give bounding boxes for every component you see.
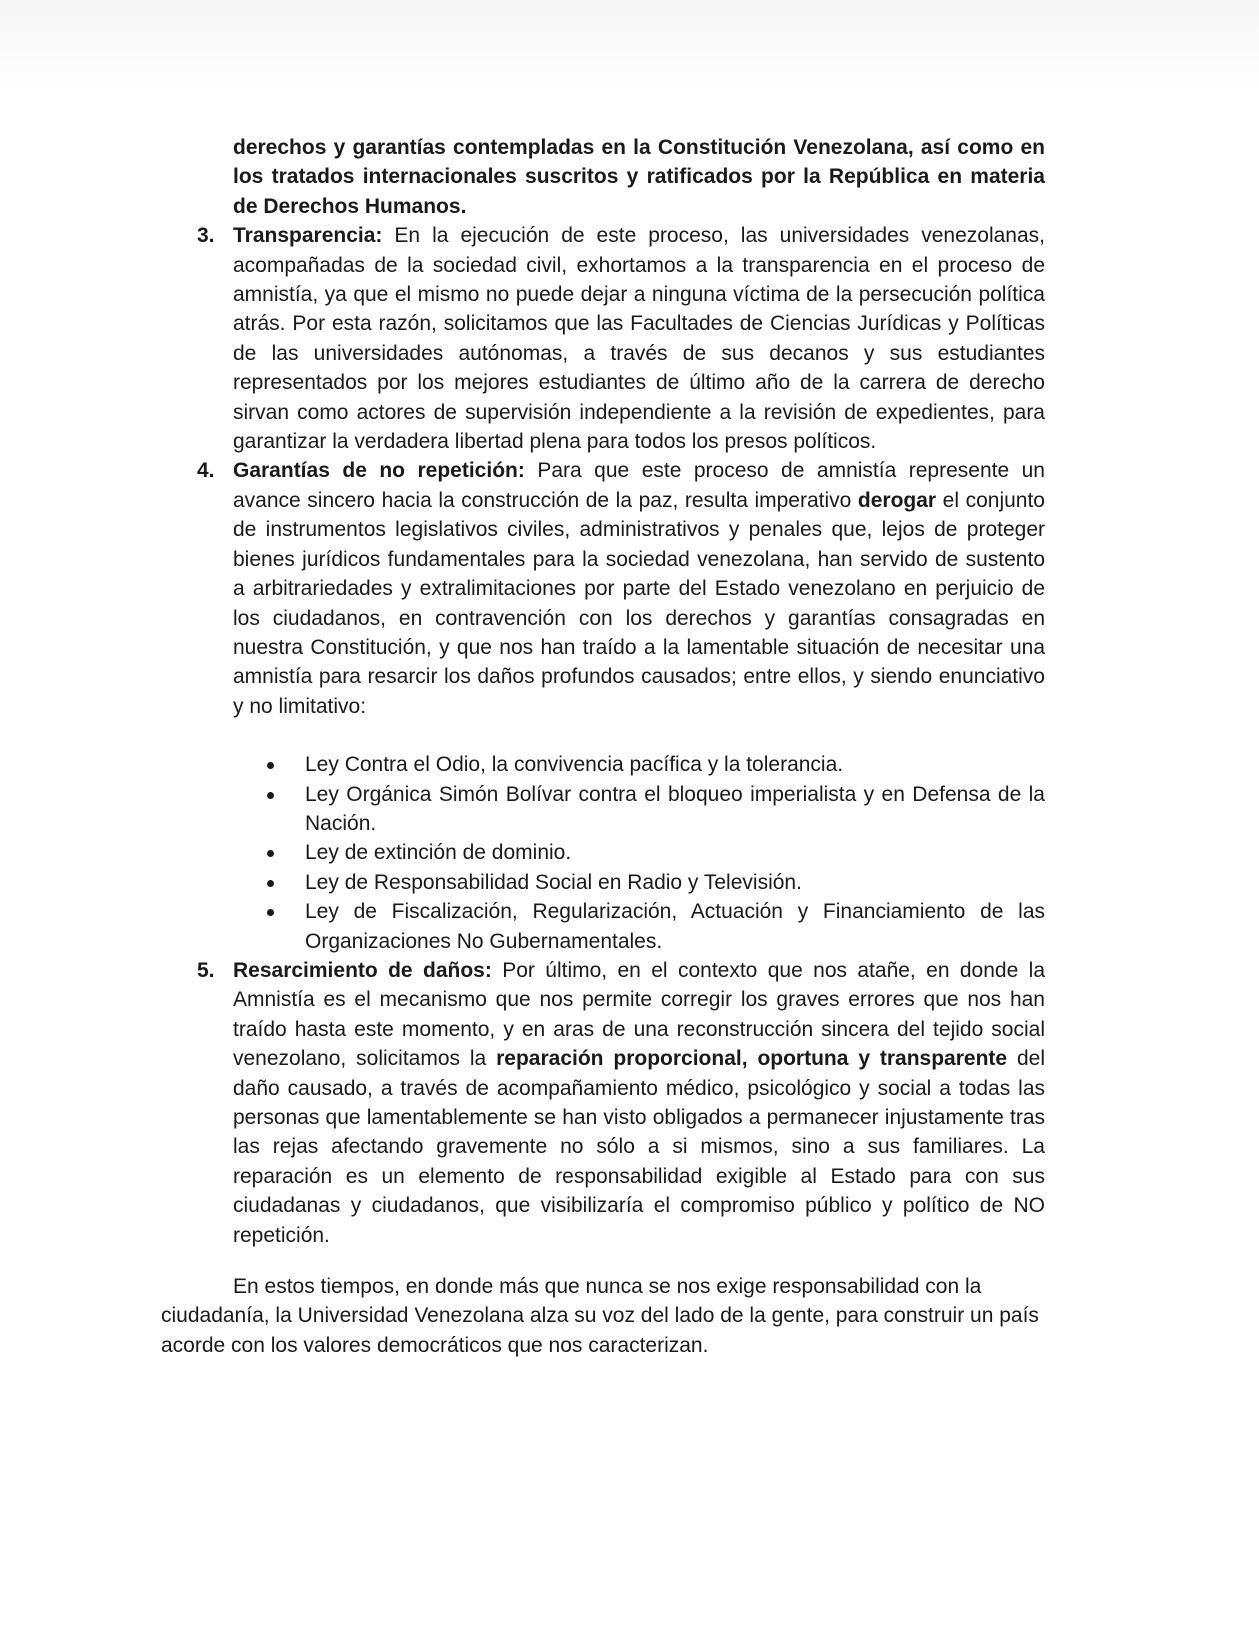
item-emphasis: reparación proporcional, oportuna y transparente xyxy=(496,1047,1008,1071)
item-number: 4. xyxy=(197,459,215,483)
bullet-text: Ley Contra el Odio, la convivencia pacífica y la tolerancia. xyxy=(305,753,844,777)
list-item-garantias xyxy=(197,456,1045,956)
bullet-item xyxy=(233,780,1045,839)
bullet-icon xyxy=(267,792,274,799)
item-body-continued: del daño causado, a través de acompañamiento médico, psicológico y social a todas las personas que lamentablemente se han visto obligados a permanecer injustamente tras las rejas afectando gravemente no sólo a si mismos, sino a sus familiares. La reparación es un elemento de responsabilidad exigible al Estado para con sus ciudadanas y ciudadanos, que visibilizaría el compromiso público y político de NO repetición. xyxy=(233,1047,1046,1247)
bullet-text: Ley de extinción de dominio. xyxy=(305,841,572,865)
bullet-icon xyxy=(267,880,274,887)
bullet-item xyxy=(233,750,1045,779)
bullet-item xyxy=(233,838,1045,867)
item-number: 3. xyxy=(197,224,215,248)
bullet-text: Ley de Fiscalización, Regularización, Actuación y Financiamiento de las Organizaciones No Gubernamentales. xyxy=(305,900,1045,953)
item-body: Por último, en el contexto que nos atañe, en donde la Amnistía es el mecanismo que nos permite corregir los graves errores que nos han traído hasta este momento, y en aras de una reconstrucción sincera del tejido social venezolano, solicitamos la xyxy=(233,958,1045,1071)
bullet-item xyxy=(233,897,1045,956)
bullet-text: Ley de Responsabilidad Social en Radio y Televisión. xyxy=(305,870,802,894)
document-page xyxy=(0,133,1259,1360)
bullet-icon xyxy=(267,762,274,769)
item-number: 5. xyxy=(197,958,215,982)
continuation-paragraph: derechos y garantías contempladas en la Constitución Venezolana, así como en los tratados internacionales suscritos y ratificados por la República en materia de Derechos Humanos. xyxy=(233,136,1045,218)
item-title: Garantías de no repetición: xyxy=(233,459,525,483)
bullet-item xyxy=(233,868,1045,897)
list-item-transparencia xyxy=(197,221,1045,456)
closing-paragraph: En estos tiempos, en donde más que nunca se nos exige responsabilidad con la ciudadanía, la Universidad Venezolana alza su voz del lado de la gente, para construir un país acorde con los valores democráticos que nos caracterizan. xyxy=(161,1275,1039,1357)
item-body-continued: el conjunto de instrumentos legislativos civiles, administrativos y penales que, lejos de proteger bienes jurídicos fundamentales para la sociedad venezolana, han servido de sustento a arbitrariedades y extralimitaciones por parte del Estado venezolano en perjuicio de los ciudadanos, en contravención con los derechos y garantías consagradas en nuestra Constitución, y que nos han traído a la lamentable situación de necesitar una amnistía para resarcir los daños profundos causados; entre ellos, y siendo enunciativo y no limitativo: xyxy=(233,488,1045,718)
scan-top-shading xyxy=(0,0,1259,95)
bullet-icon xyxy=(267,909,274,916)
list-item-resarcimiento xyxy=(197,956,1046,1250)
item-body: Para que este proceso de amnistía represente un avance sincero hacia la construcción de la paz, resulta imperativo xyxy=(233,459,1045,512)
bullet-icon xyxy=(267,850,274,857)
bullet-text: Ley Orgánica Simón Bolívar contra el bloqueo imperialista y en Defensa de la Nación. xyxy=(305,782,1045,835)
item-title: Resarcimiento de daños: xyxy=(233,958,492,982)
item-emphasis: derogar xyxy=(857,488,937,512)
laws-bullet-list xyxy=(233,750,1045,956)
item-title: Transparencia: xyxy=(233,224,383,248)
item-body: En la ejecución de este proceso, las universidades venezolanas, acompañadas de la sociedad civil, exhortamos a la transparencia en el proceso de amnistía, ya que el mismo no puede dejar a ninguna víctima de la persecución política atrás. Por esta razón, solicitamos que las Facultades de Ciencias Jurídicas y Políticas de las universidades autónomas, a través de sus decanos y sus estudiantes representados por los mejores estudiantes de último año de la carrera de derecho sirvan como actores de supervisión independiente a la revisión de expedientes, para garantizar la verdadera libertad plena para todos los presos políticos. xyxy=(233,224,1045,454)
